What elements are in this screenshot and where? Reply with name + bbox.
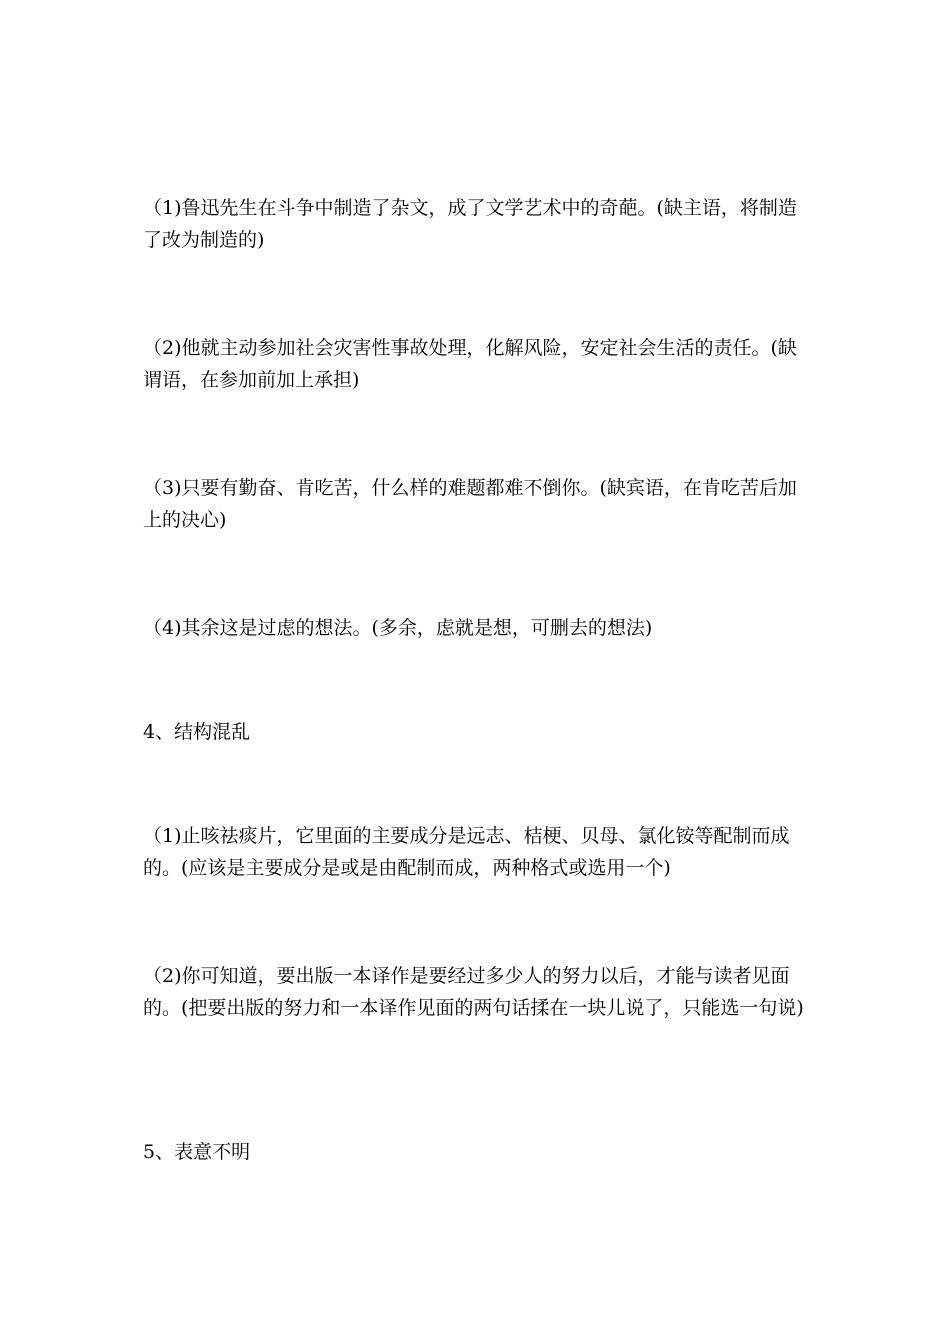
section-heading-structure: 4、结构混乱	[143, 721, 251, 743]
paragraph-missing-predicate: （2)他就主动参加社会灾害性事故处理，化解风险，安定社会生活的责任。(缺谓语，在参加前加上承担)	[143, 337, 797, 391]
paragraph-redundant: （4)其余这是过虑的想法。(多余，虑就是想，可删去的想法)	[143, 617, 653, 639]
paragraph-missing-object: （3)只要有勤奋、肯吃苦，什么样的难题都难不倒你。(缺宾语，在肯吃苦后加上的决心)	[143, 477, 797, 531]
paragraph-structure-example-1: （1)止咳祛痰片，它里面的主要成分是远志、桔梗、贝母、氯化铵等配制而成的。(应该是主要成分是或是由配制而成，两种格式或选用一个)	[143, 825, 790, 879]
paragraph-missing-subject: （1)鲁迅先生在斗争中制造了杂文，成了文学艺术中的奇葩。(缺主语，将制造了改为制造的)	[143, 197, 797, 251]
section-heading-unclear: 5、表意不明	[143, 1141, 251, 1163]
paragraph-structure-example-2: （2)你可知道，要出版一本译作是要经过多少人的努力以后，才能与读者见面的。(把要出版的努力和一本译作见面的两句话揉在一块儿说了，只能选一句说)	[143, 965, 804, 1019]
